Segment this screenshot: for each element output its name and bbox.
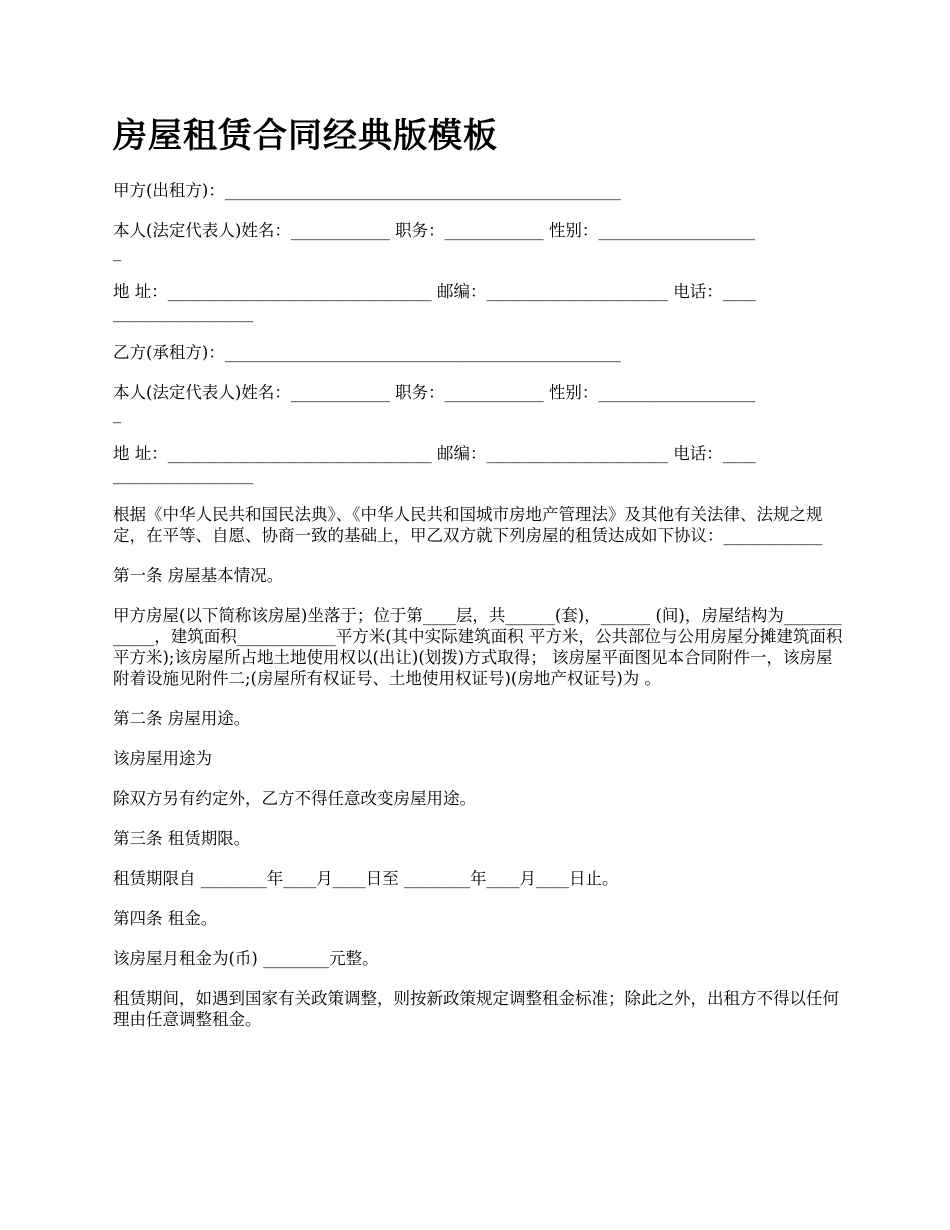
document-title: 房屋租赁合同经典版模板 <box>113 116 498 156</box>
article-2-note: 除双方另有约定外，乙方不得任意改变房屋用途。 <box>113 789 476 808</box>
document-page <box>113 112 848 1049</box>
party-b-address-line: 地 址：________________________________ 邮编：______________________ 电话：____ _________________ <box>113 444 756 484</box>
article-2-body: 该房屋用途为 <box>113 749 212 768</box>
party-b-line: 乙方(承租方)：________________________________________________ <box>113 343 621 362</box>
article-3-body: 租赁期限自 ________年____月____日至 ________年____月____日止。 <box>113 869 619 888</box>
article-1-heading: 第一条 房屋基本情况。 <box>113 566 284 585</box>
preamble-paragraph: 根据《中华人民共和国民法典》、《中华人民共和国城市房地产管理法》及其他有关法律、法规之规定，在平等、自愿、协商一致的基础上，甲乙双方就下列房屋的租赁达成如下协议：____________ <box>113 505 823 545</box>
party-a-line: 甲方(出租方)：________________________________________________ <box>113 181 621 200</box>
article-1-body: 甲方房屋(以下简称该房屋)坐落于；位于第____层，共______(套)，______ (间)，房屋结构为____________，建筑面积____________平方米(其中实际建筑面积 平方米，公共部位与公用房屋分摊建筑面积 平方米);该房屋所占地土地使用权以(出让)(划拨)方式取得； 该房屋平面图见本合同附件一，该房屋附着设施见附件二;(房屋所有权证号、土地使用权证号)(房地产权证号)为 。 <box>113 606 848 688</box>
article-2-heading: 第二条 房屋用途。 <box>113 709 251 728</box>
article-4-rent: 该房屋月租金为(币) ________元整。 <box>113 949 379 968</box>
party-b-representative-line: 本人(法定代表人)姓名：____________ 职务：____________ 性别：___________________ _ <box>113 383 756 423</box>
article-4-adjustment: 租赁期间，如遇到国家有关政策调整，则按新政策规定调整租金标准；除此之外，出租方不得以任何理由任意调整租金。 <box>113 989 839 1029</box>
party-a-address-line: 地 址：________________________________ 邮编：______________________ 电话：____ _________________ <box>113 282 756 322</box>
article-3-heading: 第三条 租赁期限。 <box>113 829 251 848</box>
party-a-representative-line: 本人(法定代表人)姓名：____________ 职务：____________ 性别：___________________ _ <box>113 221 756 261</box>
article-4-heading: 第四条 租金。 <box>113 909 218 928</box>
